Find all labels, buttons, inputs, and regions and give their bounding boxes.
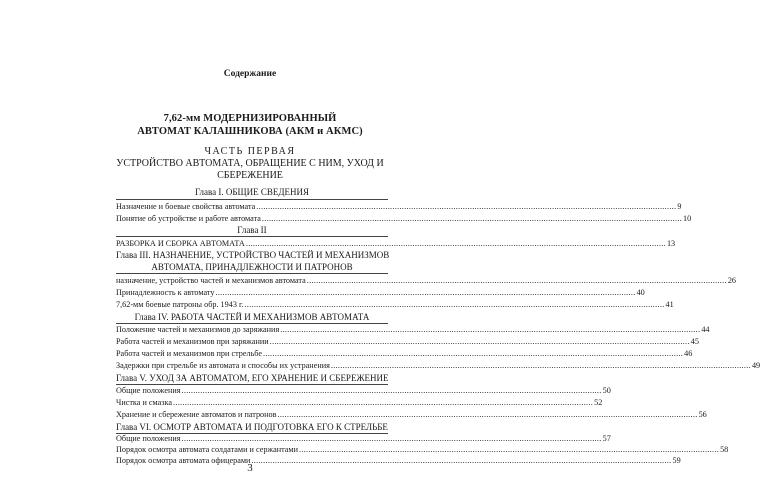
chapter-divider [116,199,388,200]
toc-entry[interactable] [116,238,676,249]
part-title: ЧАСТЬ ПЕРВАЯ [204,146,296,157]
toc-entry-page: 57 [602,434,611,443]
toc-entry[interactable] [116,433,611,444]
chapter-1-title: Глава I. ОБЩИЕ СВЕДЕНИЯ [194,187,310,197]
toc-entry-label: РАЗБОРКА И СБОРКА АВТОМАТА [116,239,245,248]
main-title-line-1: 7,62-мм МОДЕРНИЗИРОВАННЫЙ [163,113,337,124]
toc-entry[interactable] [116,409,707,420]
toc-entry[interactable] [116,213,692,224]
toc-entry[interactable] [116,348,693,359]
toc-entry-label: Назначение и боевые свойства автомата [116,202,256,211]
toc-entry[interactable] [116,275,737,286]
main-title-line-2: АВТОМАТ КАЛАШНИКОВА (АКМ и АКМС) [137,126,363,137]
toc-entry[interactable] [116,299,674,310]
toc-entry-label: Понятие об устройстве и работе автомата [116,214,261,223]
toc-entry-page: 9 [677,202,682,211]
chapter-divider [116,236,388,237]
chapter-4-title: Глава IV. РАБОТА ЧАСТЕЙ И МЕХАНИЗМОВ АВТОМАТА [134,312,370,322]
toc-entry-label: 7,62-мм боевые патроны обр. 1943 г. [116,300,244,309]
part-subtitle-line-2: СБЕРЕЖЕНИЕ [217,170,283,181]
page-number: 3 [247,462,253,474]
toc-title: Содержание [223,69,277,79]
toc-entry-page: 58 [720,445,729,454]
toc-entry[interactable] [116,287,645,298]
toc-entry[interactable] [116,324,710,335]
toc-entry-page: 10 [683,214,692,223]
toc-entry-label: назначение, устройство частей и механизмов автомата [116,276,306,285]
toc-entry[interactable] [116,201,682,212]
chapter-divider [116,273,388,274]
chapter-3-title: Глава III. НАЗНАЧЕНИЕ, УСТРОЙСТВО ЧАСТЕЙ И МЕХАНИЗМОВ [116,250,390,260]
toc-entry-label: Общие положения [116,434,181,443]
chapter-2-title: Глава II [237,225,267,235]
toc-entry-page: 46 [684,349,693,358]
toc-entry-label: Общие положения [116,386,181,395]
toc-entry[interactable] [116,336,699,347]
chapter-3-title-line-2: АВТОМАТА, ПРИНАДЛЕЖНОСТИ И ПАТРОНОВ [151,262,353,272]
toc-entry-label: Положение частей и механизмов до заряжания [116,325,280,334]
toc-entry-label: Хранение и сбережение автоматов и патронов [116,410,277,419]
toc-entry-page: 26 [727,276,737,285]
toc-entry-page: 50 [602,386,611,395]
toc-entry-page: 59 [672,456,681,465]
toc-entry-label: Работа частей и механизмов при стрельбе [116,349,263,358]
toc-entry-page: 41 [665,300,674,309]
toc-entry[interactable] [116,360,760,371]
toc-entry-label: Принадлежность к автомату [116,288,215,297]
toc-entry-page: 45 [690,337,699,346]
toc-entry-label: Порядок осмотра автомата солдатами и сержантами [116,445,298,454]
toc-entry-page: 49 [751,361,760,370]
toc-entry-page: 52 [594,398,603,407]
toc-entry[interactable] [116,444,729,455]
toc-entry-page: 13 [666,239,676,248]
toc-entry-page: 56 [698,410,707,419]
toc-entry-label: Работа частей и механизмов при заряжании [116,337,269,346]
toc-entry[interactable] [116,397,603,408]
toc-entry-page: 40 [636,288,645,297]
toc-entry-label: Порядок осмотра автомата офицерами [116,456,251,465]
toc-entry-label: Чистка и смазка [116,398,172,407]
part-subtitle-line-1: УСТРОЙСТВО АВТОМАТА, ОБРАЩЕНИЕ С НИМ, УХОД И [116,158,384,169]
chapter-6-title: Глава VI. ОСМОТР АВТОМАТА И ПОДГОТОВКА ЕГО К СТРЕЛЬБЕ [116,422,388,432]
toc-entry-label: Задержки при стрельбе из автомата и способы их устранения [116,361,330,370]
toc-entry[interactable] [116,385,611,396]
chapter-5-title: Глава V. УХОД ЗА АВТОМАТОМ, ЕГО ХРАНЕНИЕ И СБЕРЕЖЕНИЕ [116,373,389,383]
toc-entry-page: 44 [701,325,710,334]
